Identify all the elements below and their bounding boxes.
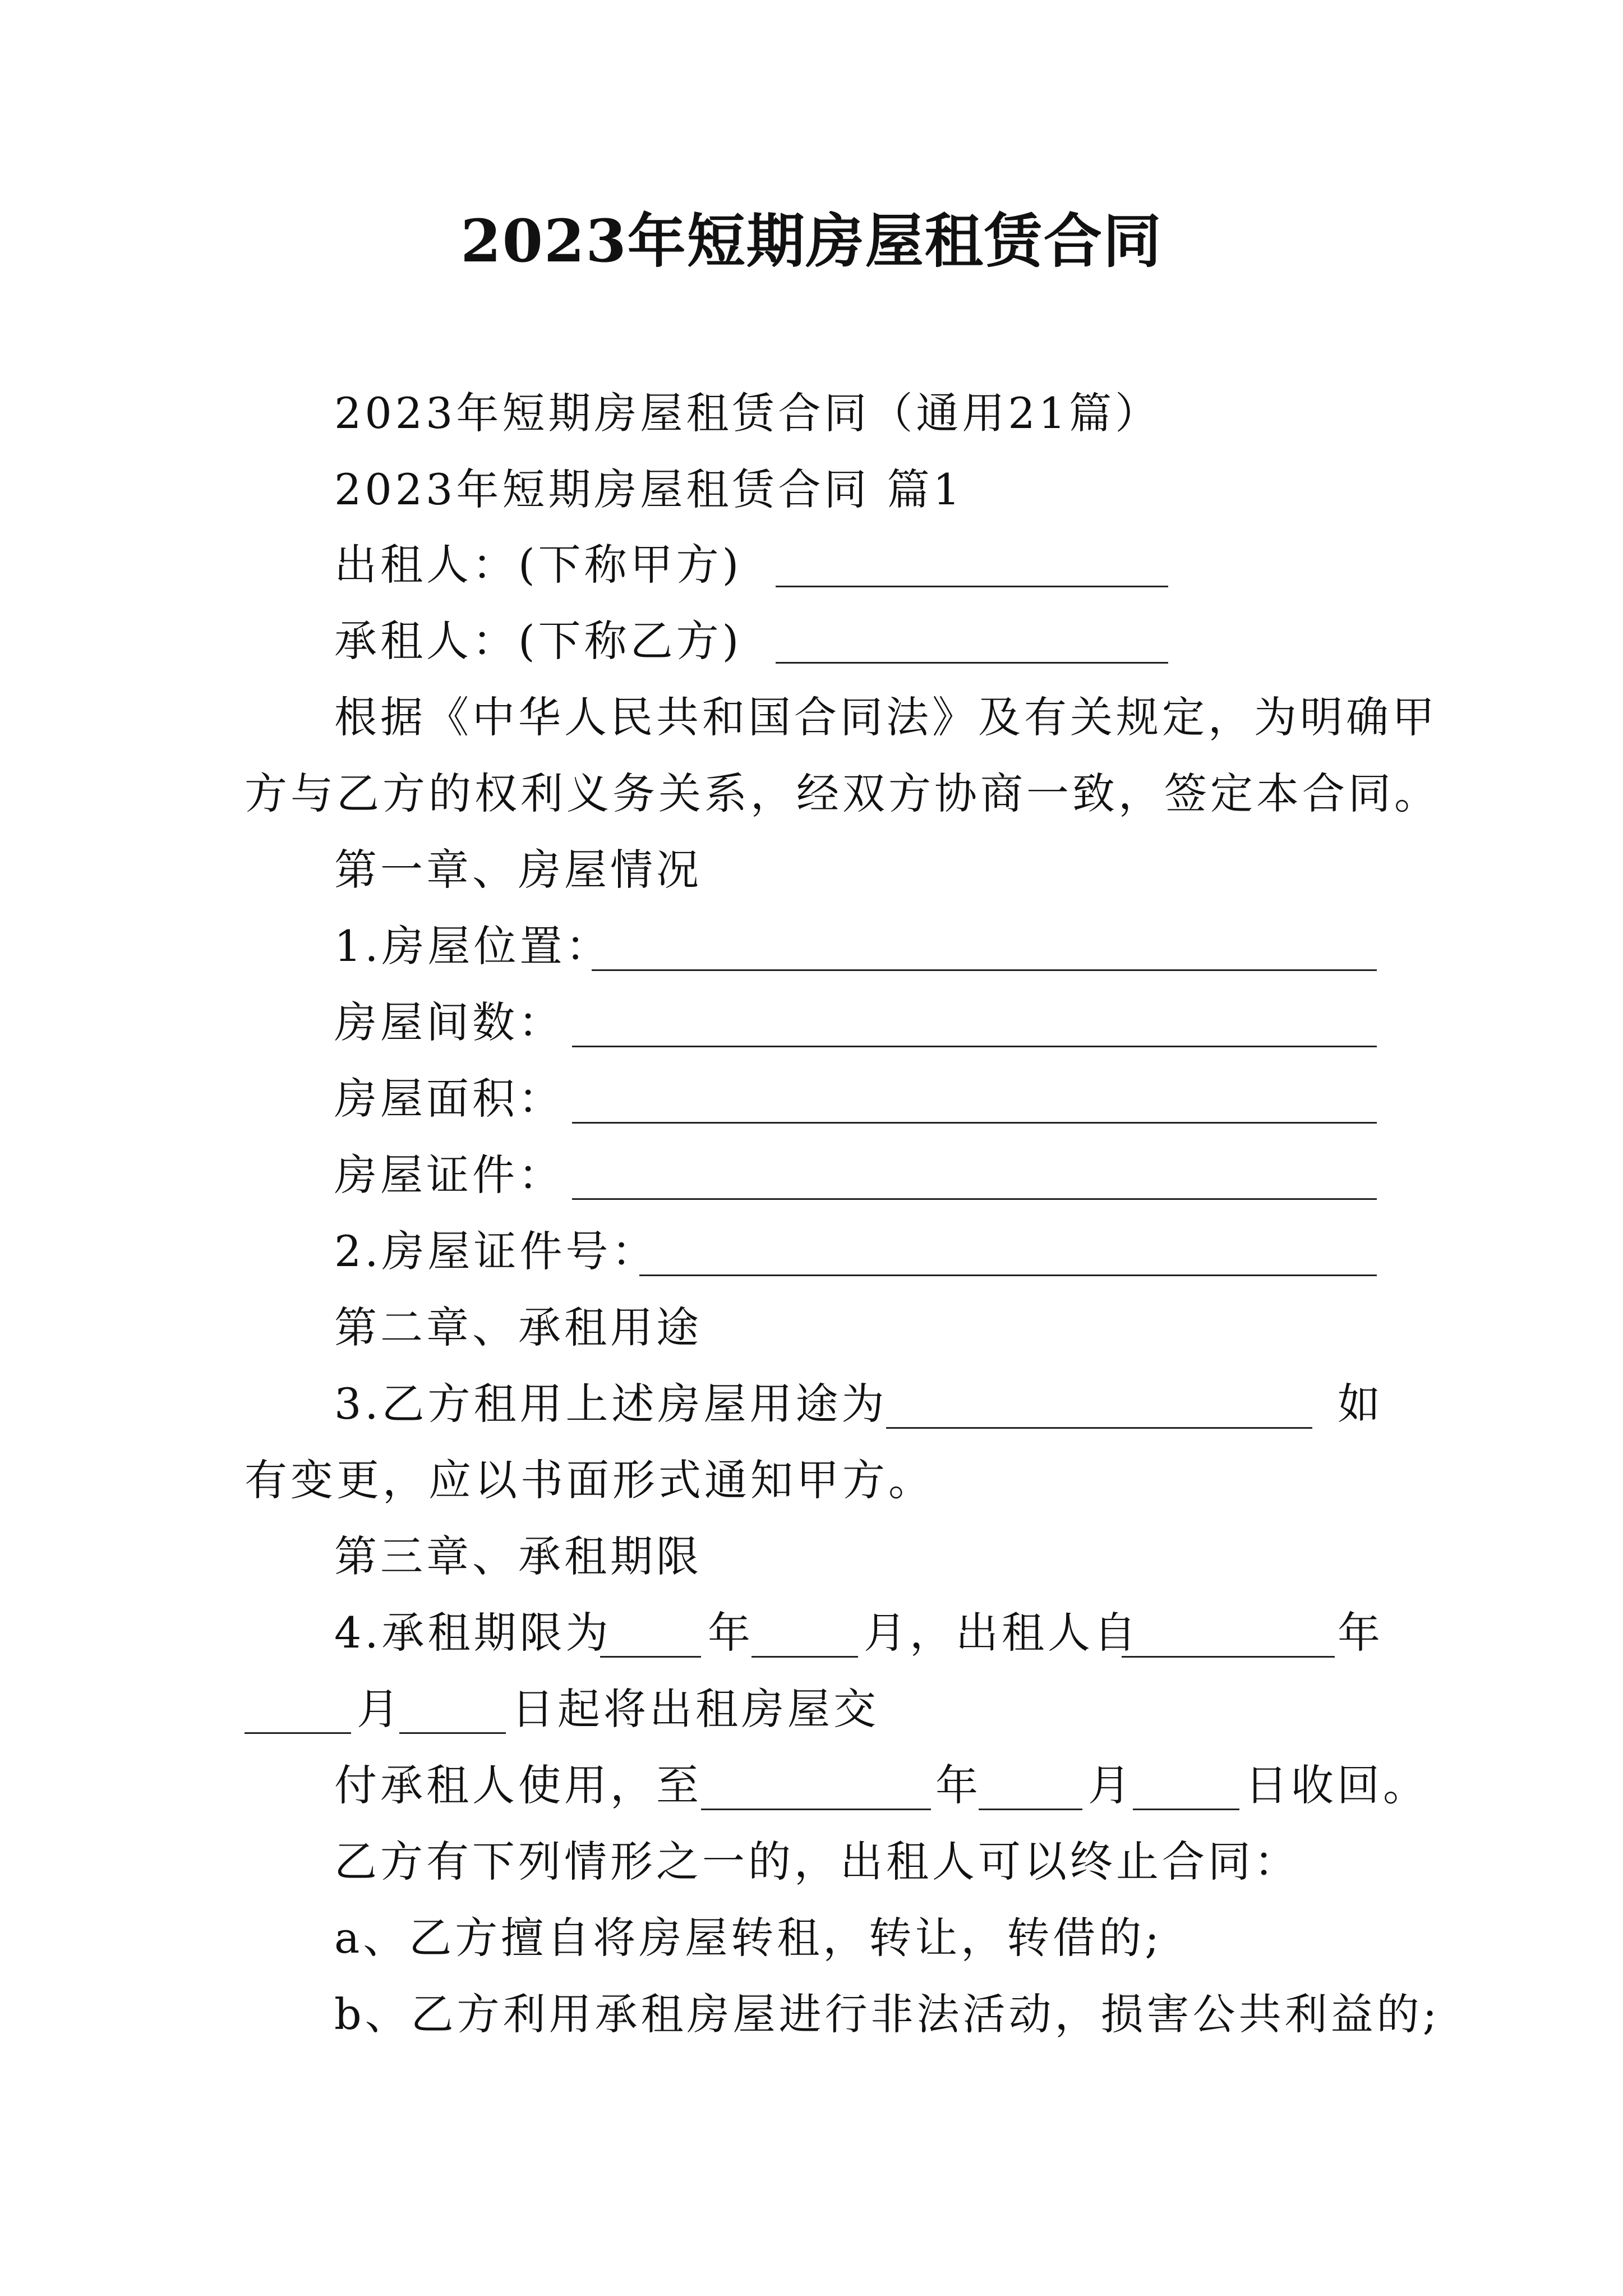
- section-heading: 2023年短期房屋租赁合同 篇1: [334, 464, 963, 514]
- handover-text: 日起将出租房屋交: [511, 1684, 879, 1734]
- area-line: [334, 1068, 564, 1130]
- lessee-label: 承租人：(下称乙方): [334, 616, 743, 666]
- end-year-unit: 年: [935, 1760, 978, 1810]
- termination-intro: 乙方有下列情形之一的，出租人可以终止合同：: [334, 1837, 1300, 1887]
- start-year-blank[interactable]: [1122, 1611, 1335, 1658]
- certificate-line: [334, 1144, 564, 1206]
- area-blank[interactable]: [572, 1077, 1377, 1124]
- term-prefix: 4.承租期限为: [334, 1608, 612, 1658]
- subtitle: 2023年短期房屋租赁合同（通用21篇）: [334, 388, 1161, 438]
- preamble-line-2: 方与乙方的权利义务关系，经双方协商一致，签定本合同。: [245, 769, 1440, 818]
- purpose-label: 3.乙方租用上述房屋用途为: [334, 1379, 888, 1429]
- chapter-1-heading: 第一章、房屋情况: [334, 845, 702, 895]
- start-day-blank[interactable]: [399, 1687, 506, 1734]
- location-line: [334, 915, 612, 977]
- cert-no-line: [334, 1221, 658, 1282]
- lessor-blank[interactable]: [776, 541, 1168, 587]
- preamble-line-1: 根据《中华人民共和国合同法》及有关规定，为明确甲: [334, 692, 1438, 742]
- certificate-label: 房屋证件：: [334, 1150, 564, 1200]
- term-years-blank[interactable]: [600, 1611, 701, 1658]
- area-label: 房屋面积：: [334, 1074, 564, 1124]
- lessor-label: 出租人：(下称甲方): [334, 540, 743, 590]
- recover-text: 日收回。: [1245, 1760, 1429, 1810]
- chapter-2-heading: 第二章、承租用途: [334, 1303, 702, 1352]
- cert-no-label: 2.房屋证件号：: [334, 1226, 658, 1276]
- location-label: 1.房屋位置：: [334, 921, 612, 971]
- document-title: 2023年短期房屋租赁合同: [460, 206, 1163, 275]
- cert-no-blank[interactable]: [639, 1230, 1377, 1276]
- lessee-blank[interactable]: [776, 617, 1168, 664]
- rooms-label: 房屋间数：: [334, 997, 564, 1047]
- lessor-line: [334, 534, 1168, 596]
- end-year-blank[interactable]: [701, 1764, 931, 1810]
- location-blank[interactable]: [592, 924, 1377, 971]
- rooms-line: [334, 992, 564, 1053]
- term-year-unit: 年: [708, 1608, 750, 1658]
- purpose-blank[interactable]: [886, 1382, 1312, 1429]
- term-month-lessor: 月，出租人自: [864, 1608, 1140, 1658]
- purpose-line: [334, 1373, 888, 1435]
- start-year-unit: 年: [1338, 1608, 1380, 1658]
- clause-a: a、乙方擅自将房屋转租，转让，转借的;: [334, 1913, 1163, 1963]
- end-month-unit: 月: [1088, 1760, 1131, 1810]
- purpose-line-2: 有变更，应以书面形式通知甲方。: [245, 1455, 934, 1505]
- rooms-blank[interactable]: [572, 1001, 1377, 1047]
- handover-line: 付承租人使用，至: [334, 1760, 702, 1810]
- start-month-unit: 月: [357, 1684, 399, 1734]
- purpose-suffix: 如: [1338, 1379, 1380, 1429]
- end-day-blank[interactable]: [1133, 1764, 1239, 1810]
- chapter-3-heading: 第三章、承租期限: [334, 1531, 702, 1581]
- certificate-blank[interactable]: [572, 1153, 1377, 1200]
- end-month-blank[interactable]: [979, 1764, 1082, 1810]
- clause-b: b、乙方利用承租房屋进行非法活动，损害公共利益的;: [334, 1989, 1441, 2039]
- start-month-blank[interactable]: [245, 1687, 351, 1734]
- lessee-line: [334, 610, 1168, 672]
- term-months-blank[interactable]: [751, 1611, 858, 1658]
